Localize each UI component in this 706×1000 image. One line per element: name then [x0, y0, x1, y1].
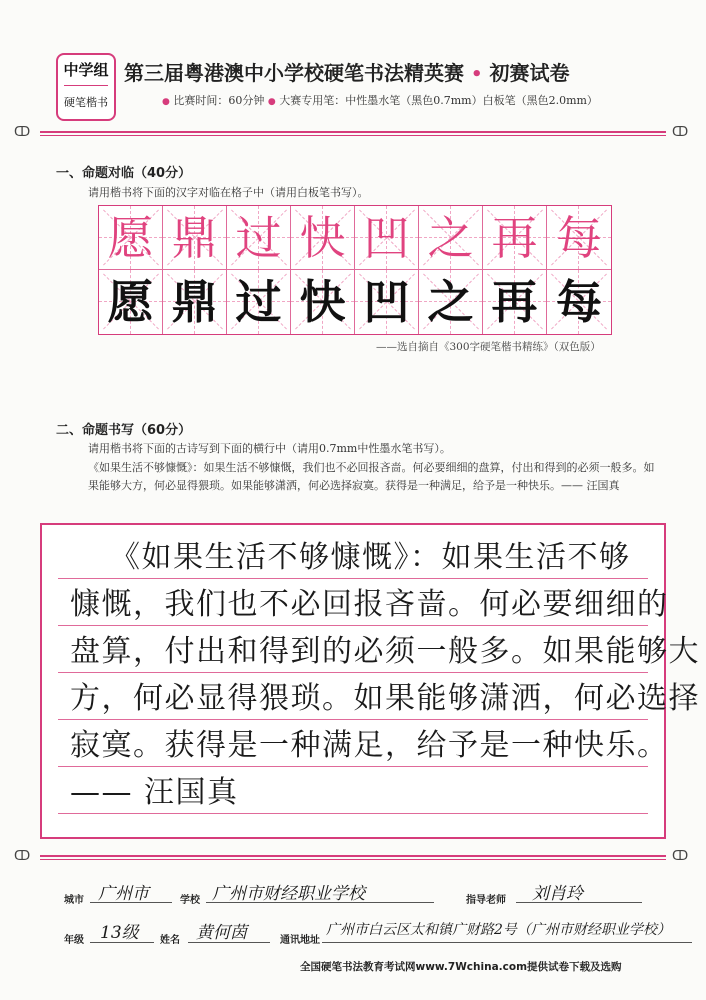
- footer-note: 全国硬笔书法教育考试网www.7Wchina.com提供试卷下载及选购: [300, 961, 622, 973]
- ornament-left-icon: ↀ: [14, 849, 31, 864]
- copied-char: 再: [491, 275, 538, 329]
- handwritten-line: 《如果生活不够慷慨》：如果生活不够: [110, 540, 631, 575]
- copied-char: 凹: [363, 275, 410, 329]
- handwritten-line: 盘算，付出和得到的必须一般多。如果能够大: [70, 634, 700, 669]
- model-char: 再: [491, 211, 538, 265]
- teacher-underline: [516, 902, 642, 903]
- handwritten-line: —— 汪国真: [70, 775, 239, 810]
- exam-time: 比赛时间：60分钟: [173, 94, 265, 107]
- exam-pens: 大赛专用笔：中性墨水笔（黑色0.7mm）白板笔（黑色2.0mm）: [279, 94, 598, 107]
- address-label: 通讯地址: [280, 935, 320, 946]
- grid-cell: [419, 270, 483, 334]
- handwritten-line: 慷慨，我们也不必回报吝啬。何必要细细的: [70, 587, 669, 622]
- handwritten-line: 寂寞。获得是一种满足，给予是一种快乐。: [70, 728, 669, 763]
- title-sub: 初赛试卷: [489, 61, 570, 85]
- copy-grid: [98, 205, 612, 335]
- badge-divider: [64, 85, 108, 86]
- section1-instruction: 请用楷书将下面的汉字对临在格子中（请用白板笔书写）。: [88, 186, 369, 199]
- header-divider-thin: [40, 135, 666, 136]
- model-char: 凹: [363, 211, 410, 265]
- ruled-line: [58, 578, 648, 579]
- school-underline: [206, 902, 434, 903]
- ruled-line: [58, 625, 648, 626]
- handwritten-line: 方，何必显得猥琐。如果能够潇洒，何必选择: [70, 681, 700, 716]
- copied-char: 愿: [107, 275, 154, 329]
- city-value[interactable]: 广州市: [98, 884, 149, 904]
- grid-cell: [483, 270, 547, 334]
- model-char: 愿: [107, 211, 154, 265]
- model-char: 鼎: [171, 211, 218, 265]
- grid-cell: [227, 206, 291, 270]
- grid-cell: [547, 270, 611, 334]
- ruled-line: [58, 719, 648, 720]
- badge-category: 硬笔楷书: [64, 96, 108, 109]
- city-label: 城市: [64, 895, 84, 906]
- header-divider: [40, 131, 666, 133]
- grid-cell: [99, 270, 163, 334]
- ruled-line: [58, 672, 648, 673]
- ruled-line: [58, 813, 648, 814]
- grade-label: 年级: [64, 935, 84, 946]
- poem-text: 《如果生活不够慷慨》：如果生活不够慷慨，我们也不必回报吝啬。何必要细细的盘算，付出和得到的必须一般多。如果能够大方，何必显得猥琐。如果能够潇洒，何必选择寂寞。获得是一种满足，给予是一种快乐。—— 汪国真: [88, 461, 655, 492]
- section2-heading: 二、命题书写（60分）: [56, 423, 192, 438]
- bullet-icon: ●: [267, 97, 276, 107]
- ornament-left-icon: ↀ: [14, 125, 31, 140]
- copied-char: 之: [427, 275, 474, 329]
- grid-cell: [355, 270, 419, 334]
- grid-cell: [227, 270, 291, 334]
- ruled-line: [58, 766, 648, 767]
- grid-cell: [291, 206, 355, 270]
- copied-char: 每: [556, 275, 602, 329]
- page-title: [124, 57, 569, 86]
- address-underline: [322, 942, 692, 943]
- title-dot: •: [470, 64, 483, 85]
- grid-cell: [419, 206, 483, 270]
- ornament-right-icon: ↀ: [672, 849, 689, 864]
- model-char: 每: [556, 211, 602, 265]
- grade-underline: [90, 942, 154, 943]
- name-underline: [188, 942, 270, 943]
- model-char: 过: [235, 211, 282, 265]
- grid-cell: [99, 206, 163, 270]
- copied-char: 过: [235, 275, 282, 329]
- title-main: 第三届粤港澳中小学校硬笔书法精英赛: [124, 61, 464, 85]
- grid-cell: [483, 206, 547, 270]
- teacher-value[interactable]: 刘肖玲: [532, 884, 583, 904]
- section1-heading: 一、命题对临（40分）: [56, 166, 192, 181]
- city-underline: [90, 902, 172, 903]
- section2-instruction: 请用楷书将下面的古诗写到下面的横行中（请用0.7mm中性墨水笔书写）。: [88, 442, 451, 455]
- exam-info: [162, 92, 598, 108]
- ornament-right-icon: ↀ: [672, 125, 689, 140]
- copied-char: 鼎: [171, 275, 218, 329]
- copied-char: 快: [299, 275, 346, 329]
- name-value[interactable]: 黄何茵: [196, 923, 247, 943]
- school-value[interactable]: 广州市财经职业学校: [212, 884, 365, 904]
- form-divider-thin: [40, 859, 666, 860]
- model-char: 快: [299, 211, 346, 265]
- teacher-label: 指导老师: [466, 895, 506, 906]
- grid-cell: [291, 270, 355, 334]
- grade-value[interactable]: 13级: [100, 923, 139, 943]
- name-label: 姓名: [160, 935, 180, 946]
- writing-box: [40, 523, 700, 839]
- bullet-icon: ●: [162, 97, 170, 107]
- grid-cell: [355, 206, 419, 270]
- address-value[interactable]: 广州市白云区太和镇广财路2号（广州市财经职业学校）: [326, 922, 671, 938]
- school-label: 学校: [180, 895, 200, 906]
- group-badge: [56, 53, 116, 121]
- source-note: ——选自摘自《300字硬笔楷书精练》（双色版）: [376, 341, 601, 353]
- grid-cell: [163, 206, 227, 270]
- badge-group: 中学组: [63, 61, 109, 79]
- grid-cell: [547, 206, 611, 270]
- grid-cell: [163, 270, 227, 334]
- model-char: 之: [427, 211, 474, 265]
- form-divider: [40, 855, 666, 857]
